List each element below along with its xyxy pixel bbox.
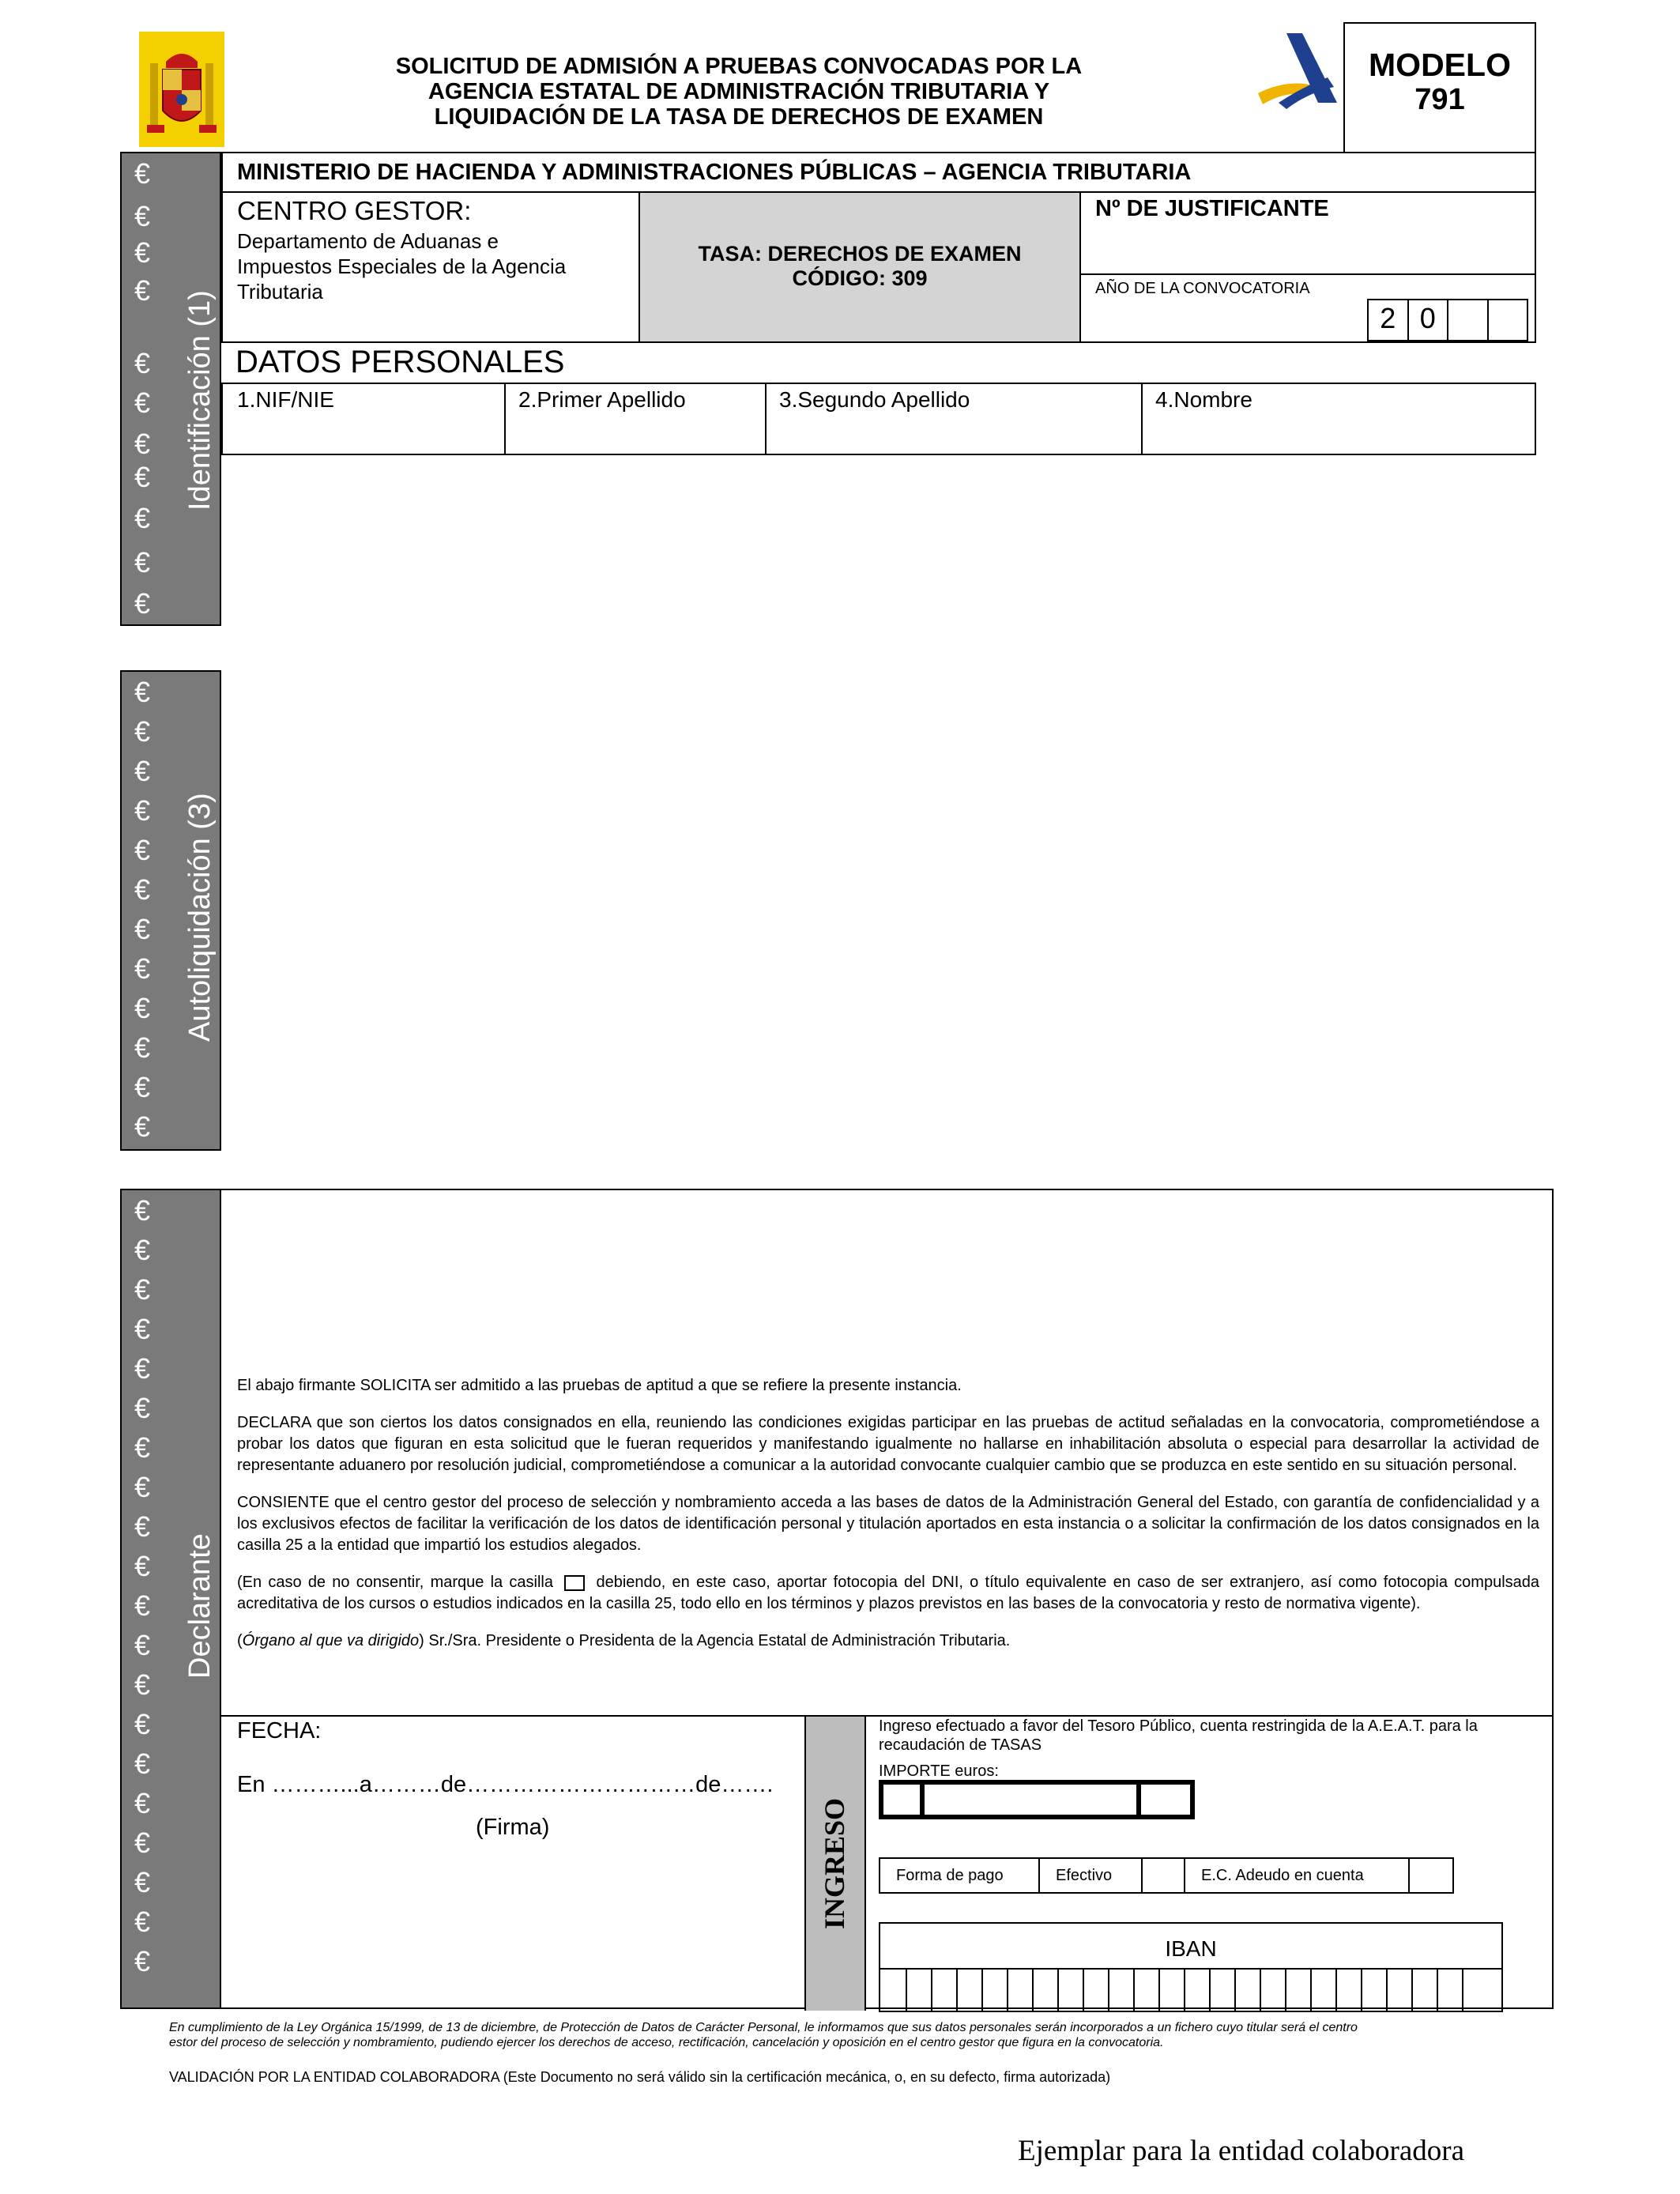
tasa-line-1: TASA: DERECHOS DE EXAMEN xyxy=(698,242,1022,266)
justificante-label: Nº DE JUSTIFICANTE xyxy=(1095,196,1329,221)
ingreso-label: INGRESO xyxy=(819,1797,850,1929)
iban-box xyxy=(879,1922,1503,2012)
nombre-field[interactable] xyxy=(1141,384,1535,454)
autoliquidacion-sidebar: € € € € € € € € € € € € Autoliquidación (3) xyxy=(120,670,221,1151)
declaracion-text xyxy=(237,1375,1539,1668)
organo-text: (Órgano al que va dirigido) Sr./Sra. Presidente o Presidenta de la Agencia Estatal de Administración Tributaria. xyxy=(237,1632,1011,1649)
ingreso-text: Ingreso efectuado a favor del Tesoro Público, cuenta restringida de la A.E.A.T. para la recaudación de TASAS xyxy=(879,1717,1478,1754)
declarante-sidebar: € € € € € € € € € € € € € € € € € € € € Declarante xyxy=(120,1189,221,2009)
ministry-row xyxy=(221,152,1536,193)
firma-label: (Firma) xyxy=(476,1815,550,1840)
consiente-text: CONSIENTE que el centro gestor del proceso de selección y nombramiento acceda a las bases de datos de la Administración General del Estado, con garantía de confidencialidad y a los exclusivos efectos de facilitar la verificación de los datos de identificación personal y titulación aportados en esta instancia o a solicitar la confirmación de los datos consignados en la casilla 25 a la entidad que impartió los estudios alegados. xyxy=(237,1494,1539,1554)
efectivo-checkbox[interactable] xyxy=(1143,1859,1184,1892)
tasa-box xyxy=(638,191,1081,343)
importe-label: IMPORTE euros: xyxy=(879,1762,999,1780)
forma-pago-label: Forma de pago xyxy=(896,1867,1004,1884)
anio-digit-2[interactable]: 0 xyxy=(1409,300,1449,340)
iban-digits[interactable] xyxy=(880,1968,1501,2011)
fecha-label: FECHA: xyxy=(237,1718,322,1744)
primer-apellido-field[interactable] xyxy=(504,384,767,454)
fecha-block xyxy=(221,1715,806,2009)
primer-apellido-label: 2.Primer Apellido xyxy=(518,387,686,412)
segundo-apellido-field[interactable] xyxy=(765,384,1143,454)
nombre-label: 4.Nombre xyxy=(1155,387,1252,412)
nif-field[interactable] xyxy=(223,384,506,454)
centro-gestor-line-3: Tributaria xyxy=(237,280,323,303)
declara-text: DECLARA que son ciertos los datos consignados en ella, reuniendo las condiciones exigidas participar en las pruebas de actitud señaladas en la convocatoria, comprometiéndose a probar los datos que figuran en esta solicitud que le fueran requeridos y manifestando igualmente no hallarse en inhabilitación absoluta o especial para desarrollar la actividad de representante aduanero por resolución judicial, comprometiéndose a comunicar a la autoridad convocante cualquier cambio que se produzca en este sentido en su situación personal. xyxy=(237,1414,1539,1474)
ejemplar-text: Ejemplar para la entidad colaboradora xyxy=(1018,2135,1464,2167)
lopd-line-1: En cumplimiento de la Ley Orgánica 15/1999, de 13 de diciembre, de Protección de Datos de Carácter Personal, le informamos que sus datos personales serán incorporados a un fichero cuyo titular será el centro xyxy=(169,2021,1358,2034)
lopd-notice xyxy=(169,2020,1544,2050)
ingreso-band xyxy=(804,1715,866,2011)
iban-label: IBAN xyxy=(1165,1936,1217,1961)
anio-digit-1[interactable]: 2 xyxy=(1369,300,1409,340)
adeudo-checkbox[interactable] xyxy=(1410,1859,1451,1892)
forma-pago-row xyxy=(879,1857,1454,1894)
modelo-label: MODELO xyxy=(1369,47,1511,83)
modelo-number: 791 xyxy=(1414,83,1465,116)
datos-personales-row xyxy=(221,383,1536,455)
form-title-line-3: LIQUIDACIÓN DE LA TASA DE DERECHOS DE EXAMEN xyxy=(434,104,1044,130)
coat-of-arms-icon xyxy=(139,32,224,147)
datos-personales-title: DATOS PERSONALES xyxy=(235,345,565,379)
solicita-text: El abajo firmante SOLICITA ser admitido a las pruebas de aptitud a que se refiere la presente instancia. xyxy=(237,1377,962,1394)
centro-gestor-title: CENTRO GESTOR: xyxy=(237,196,472,225)
form-title-line-2: AGENCIA ESTATAL DE ADMINISTRACIÓN TRIBUTARIA Y xyxy=(428,79,1050,104)
identificacion-label: Identificación (1) xyxy=(183,290,217,511)
anio-digit-3[interactable] xyxy=(1448,300,1489,340)
centro-gestor-line-2: Impuestos Especiales de la Agencia xyxy=(237,254,567,278)
no-consentir-checkbox[interactable] xyxy=(564,1575,585,1591)
lopd-line-2: estor del proceso de selección y nombramiento, pudiendo ejercer los derechos de acceso, rectificación, cancelación y oposición en el centro gestor que figura en la convocatoria. xyxy=(169,2036,1164,2049)
autoliquidacion-label: Autoliquidación (3) xyxy=(183,793,217,1042)
declarante-label: Declarante xyxy=(183,1533,217,1679)
form-title xyxy=(316,54,1162,130)
ingreso-details xyxy=(863,1715,1554,2009)
efectivo-label: Efectivo xyxy=(1056,1867,1113,1884)
ministry-name: MINISTERIO DE HACIENDA Y ADMINISTRACIONES PÚBLICAS – AGENCIA TRIBUTARIA xyxy=(237,160,1192,185)
modelo-box xyxy=(1343,22,1536,153)
justificante-box xyxy=(1079,191,1536,275)
importe-field[interactable] xyxy=(879,1780,1195,1819)
aeat-logo-icon xyxy=(1255,30,1339,111)
nif-label: 1.NIF/NIE xyxy=(237,387,334,412)
validacion-text: VALIDACIÓN POR LA ENTIDAD COLABORADORA (Este Documento no será válido sin la certificación mecánica, o, en su defecto, firma autorizada) xyxy=(169,2069,1111,2085)
anio-digits[interactable] xyxy=(1367,299,1528,341)
anio-box xyxy=(1079,273,1536,343)
tasa-line-2: CÓDIGO: 309 xyxy=(792,266,928,290)
centro-gestor-line-1: Departamento de Aduanas e xyxy=(237,229,499,253)
anio-label: AÑO DE LA CONVOCATORIA xyxy=(1095,280,1310,297)
form-title-line-1: SOLICITUD DE ADMISIÓN A PRUEBAS CONVOCADAS POR LA xyxy=(395,54,1083,79)
segundo-apellido-label: 3.Segundo Apellido xyxy=(779,387,970,412)
fecha-line[interactable]: En ………...a………de…………………………de……. xyxy=(237,1772,774,1797)
adeudo-label: E.C. Adeudo en cuenta xyxy=(1201,1867,1364,1884)
centro-gestor-box xyxy=(221,191,640,343)
anio-digit-4[interactable] xyxy=(1489,300,1527,340)
no-consentir-text: (En caso de no consentir, marque la casilla debiendo, en este caso, aportar fotocopia del DNI, o título equivalente en caso de ser extranjero, así como fotocopia compulsada acreditativa de los cursos o estudios indicados en la casilla 25, todo ello en los términos y plazos previstos en las bases de la convocatoria y resto de normativa vigente). xyxy=(237,1574,1540,1612)
identificacion-sidebar: € € € € € € € € € € € Identificación (1) xyxy=(120,152,221,626)
declarante-box xyxy=(220,1189,1554,2009)
